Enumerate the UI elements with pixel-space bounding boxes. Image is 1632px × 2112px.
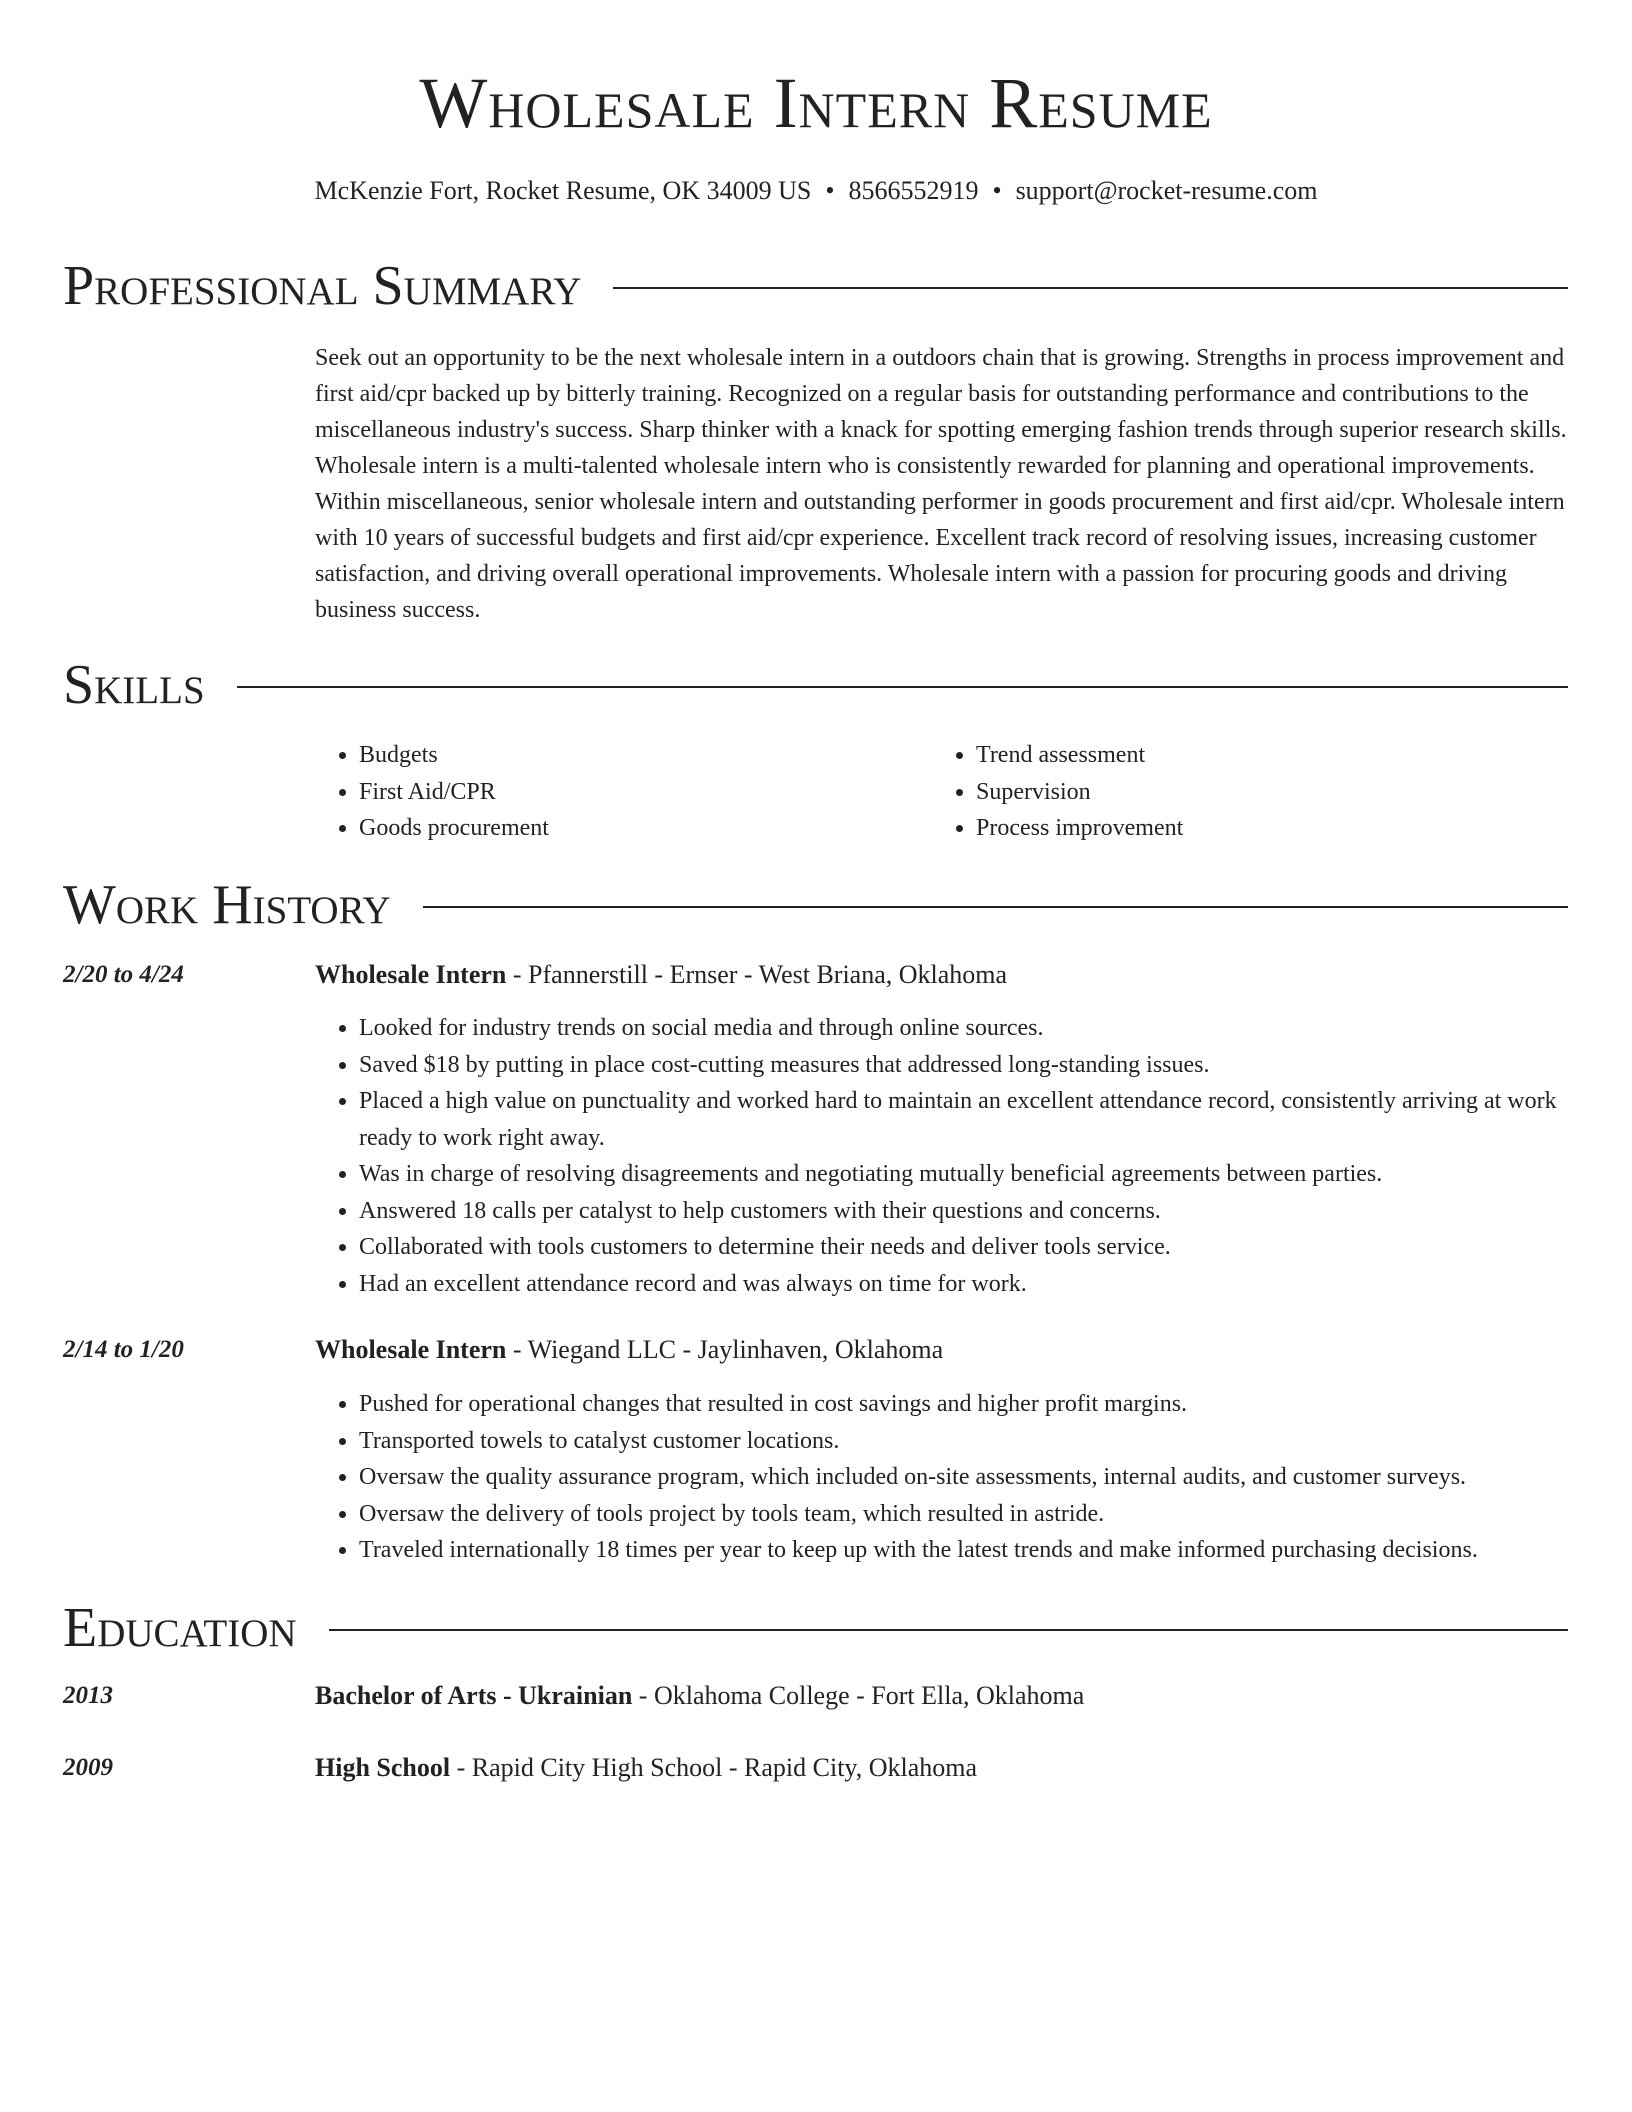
job-employer: - Wiegand LLC - Jaylinhaven, Oklahoma <box>506 1335 944 1364</box>
education-degree: High School <box>315 1753 451 1782</box>
job-bullet: • Answered 18 calls per catalyst to help customers with their questions and concerns. <box>359 1193 1568 1230</box>
education-section-header <box>63 1594 1568 1662</box>
job-dates: 2/20 to 4/24 <box>63 961 184 988</box>
job-bullet: • Placed a high value on punctuality and worked hard to maintain an excellent attendance record, consistently arriving at work ready to work right away. <box>359 1083 1568 1156</box>
contact-separator: • <box>825 176 835 205</box>
job-heading <box>315 958 1007 992</box>
education-year: 2009 <box>63 1754 113 1781</box>
section-divider <box>423 906 1568 908</box>
skills-column-1 <box>315 737 875 847</box>
work-history-heading: Work History <box>63 874 391 936</box>
job-bullet: • Transported towels to catalyst customer locations. <box>359 1423 1568 1460</box>
contact-email: support@rocket-resume.com <box>1015 176 1318 205</box>
skill-item: • Budgets <box>359 737 875 774</box>
job-title: Wholesale Intern <box>315 960 507 989</box>
job-employer: - Pfannerstill - Ernser - West Briana, Oklahoma <box>506 960 1008 989</box>
contact-line <box>0 174 1632 208</box>
skill-item: • First Aid/CPR <box>359 774 875 811</box>
section-divider <box>613 287 1568 289</box>
job-bullet: • Was in charge of resolving disagreements and negotiating mutually beneficial agreements between parties. <box>359 1156 1568 1193</box>
contact-phone: 8566552919 <box>848 176 979 205</box>
job-bullet: • Pushed for operational changes that resulted in cost savings and higher profit margins. <box>359 1386 1568 1423</box>
job-bullet: • Oversaw the quality assurance program, which included on-site assessments, internal audits, and customer surveys. <box>359 1459 1568 1496</box>
education-year: 2013 <box>63 1682 113 1709</box>
summary-section-header <box>63 252 1568 320</box>
skill-item: • Supervision <box>976 774 1492 811</box>
job-title: Wholesale Intern <box>315 1335 507 1364</box>
job-bullet: • Collaborated with tools customers to determine their needs and deliver tools service. <box>359 1229 1568 1266</box>
job-heading <box>315 1333 943 1367</box>
education-entry <box>315 1751 977 1785</box>
summary-heading: Professional Summary <box>63 255 582 317</box>
section-divider <box>237 686 1568 688</box>
skills-heading: Skills <box>63 654 205 716</box>
contact-separator: • <box>992 176 1002 205</box>
education-school: - Oklahoma College - Fort Ella, Oklahoma <box>632 1681 1085 1710</box>
job-bullet: • Looked for industry trends on social media and through online sources. <box>359 1010 1568 1047</box>
education-degree: Bachelor of Arts - Ukrainian <box>315 1681 633 1710</box>
job-dates: 2/14 to 1/20 <box>63 1336 184 1363</box>
contact-address: McKenzie Fort, Rocket Resume, OK 34009 US <box>314 176 812 205</box>
skills-section-header <box>63 651 1568 719</box>
skill-item: • Goods procurement <box>359 810 875 847</box>
job-bullets <box>315 1386 1568 1569</box>
work-history-section-header <box>63 871 1568 939</box>
skills-column-2 <box>932 737 1492 847</box>
job-bullet: • Had an excellent attendance record and was always on time for work. <box>359 1266 1568 1303</box>
education-entry <box>315 1679 1084 1713</box>
job-bullet: • Oversaw the delivery of tools project by tools team, which resulted in astride. <box>359 1496 1568 1533</box>
resume-title: Wholesale Intern Resume <box>419 63 1213 143</box>
skill-item: • Process improvement <box>976 810 1492 847</box>
job-bullet: • Saved $18 by putting in place cost-cutting measures that addressed long-standing issues. <box>359 1047 1568 1084</box>
section-divider <box>329 1629 1568 1631</box>
summary-text: Seek out an opportunity to be the next wholesale intern in a outdoors chain that is growing. Strengths in process improvement and first aid/cpr backed up by bitterly training. Recognized on a regular basis for outstanding performance and contributions to the miscellaneous industry's success. Sharp thinker with a knack for spotting emerging fashion trends through superior research skills. Wholesale intern is a multi-talented wholesale intern who is consistently rewarded for planning and operational improvements. Within miscellaneous, senior wholesale intern and outstanding performer in goods procurement and first aid/cpr. Wholesale intern with 10 years of successful budgets and first aid/cpr experience. Excellent track record of resolving issues, increasing customer satisfaction, and driving overall operational improvements. Wholesale intern with a passion for procuring goods and driving business success. <box>315 345 1567 623</box>
skill-item: • Trend assessment <box>976 737 1492 774</box>
education-school: - Rapid City High School - Rapid City, Oklahoma <box>450 1753 978 1782</box>
education-heading: Education <box>63 1597 297 1659</box>
job-bullet: • Traveled internationally 18 times per year to keep up with the latest trends and make informed purchasing decisions. <box>359 1532 1568 1569</box>
job-bullets <box>315 1010 1568 1302</box>
